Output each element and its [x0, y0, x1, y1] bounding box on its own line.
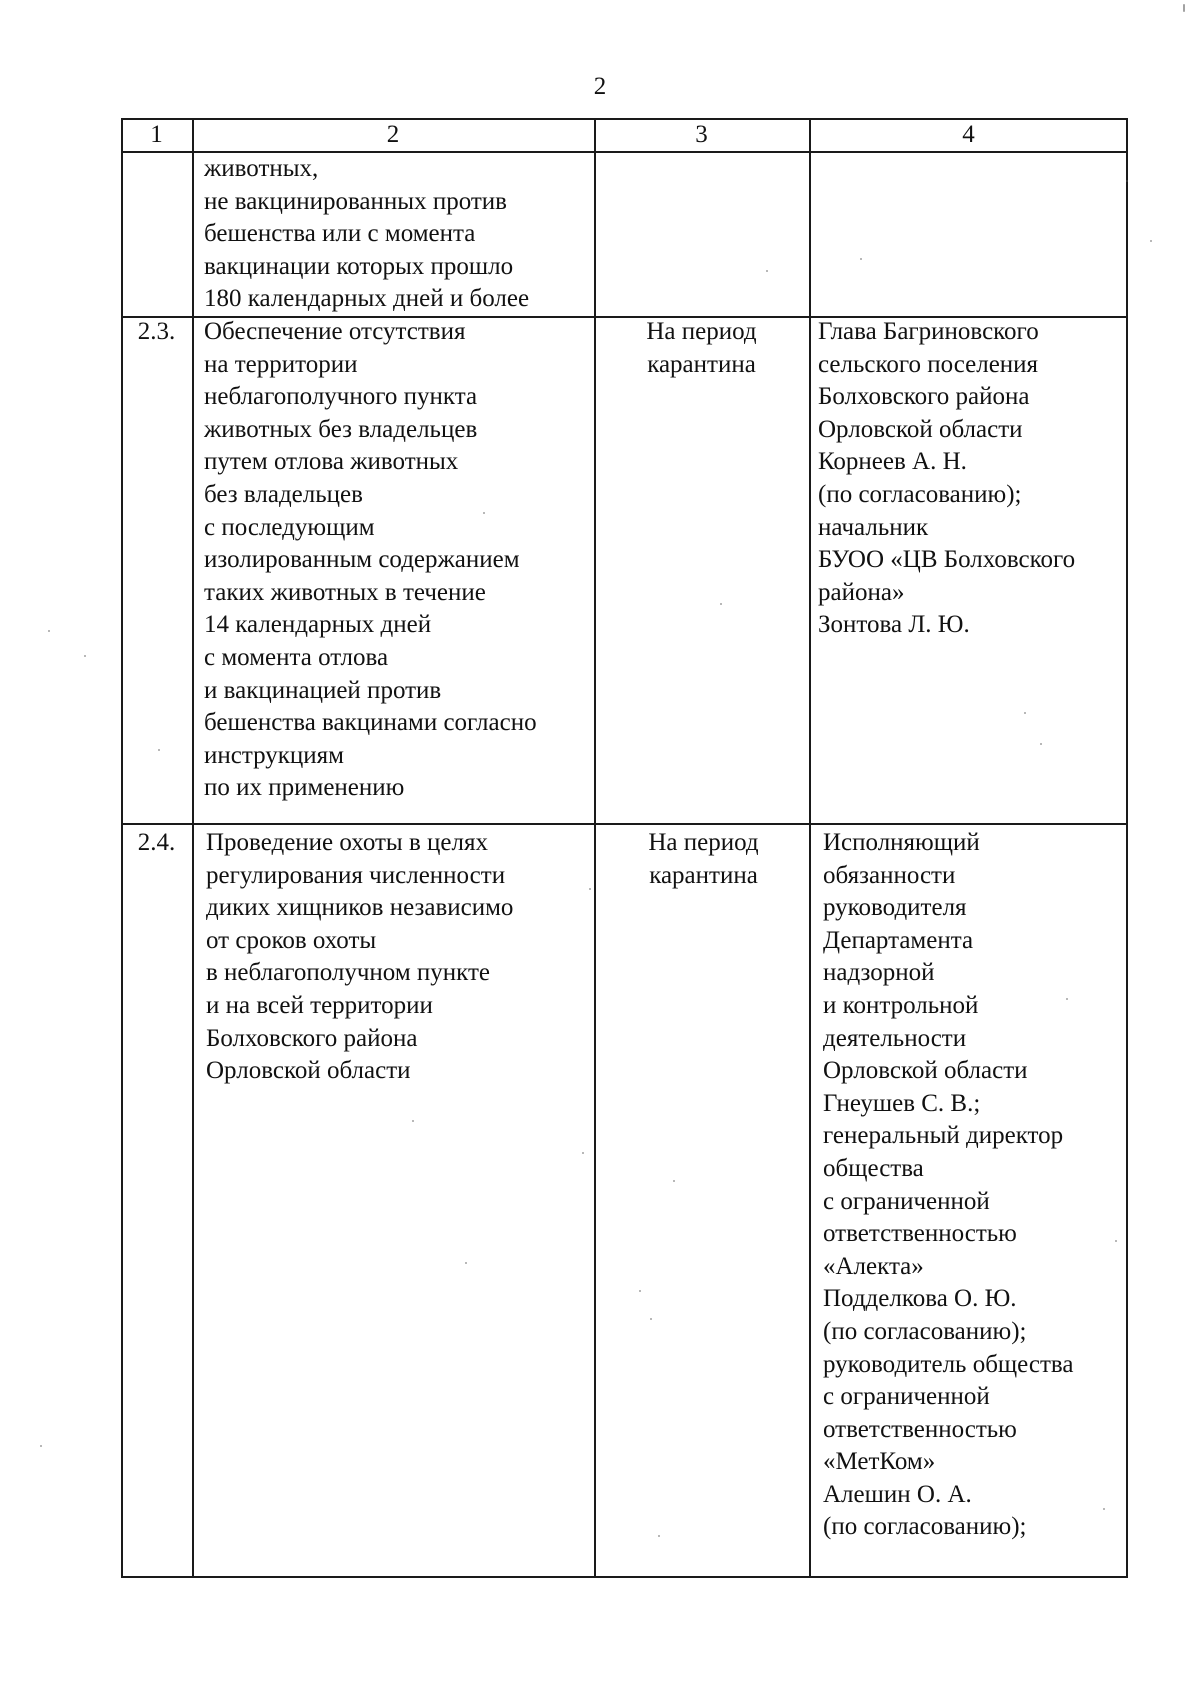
row-2-4-period: На период карантина — [648, 829, 759, 889]
scan-speck — [860, 258, 862, 260]
scan-speck — [40, 1445, 42, 1447]
row-2-4-number: 2.4. — [137, 829, 176, 856]
row-2-3-period: На период карантина — [646, 318, 757, 378]
scan-speck — [766, 270, 768, 272]
row-2-4-responsible: Исполняющий обязанности руководителя Департамента надзорной и контрольной деятельности Орловской области Гнеушев С. В.; генеральный директор общества с ограниченной ответственностью «Алекта» Подделкова О. Ю. (по согласованию); руководитель общества с ограниченной ответственностью «МетКом» Алешин О. А. (по согласованию); — [823, 829, 1074, 1541]
scan-speck — [1183, 4, 1185, 12]
row-continuation-measure: животных, не вакцинированных против бешенства или с момента вакцинации которых прошло 180 календарных дней и более — [204, 155, 530, 313]
scan-speck — [158, 749, 160, 751]
scan-speck — [412, 1120, 414, 1122]
header-col-2: 2 — [386, 121, 400, 148]
scan-speck — [650, 1318, 652, 1320]
scan-speck — [84, 655, 86, 657]
header-col-3: 3 — [695, 121, 708, 148]
row-2-3-measure: Обеспечение отсутствия на территории неблагополучного пункта животных без владельцев путем отлова животных без владельцев с последующим изолированным содержанием таких животных в течение 14 календарных дней с момента отлова и вакцинацией против бешенства вакцинами согласно инструкциям по их применению — [204, 318, 537, 802]
scan-speck — [48, 630, 50, 632]
row-2-3-number: 2.3. — [137, 318, 176, 345]
header-col-1: 1 — [150, 121, 163, 148]
scan-speck — [673, 1180, 675, 1182]
scan-speck — [1126, 180, 1128, 182]
scan-speck — [483, 512, 485, 514]
scan-speck — [1115, 1240, 1117, 1242]
row-divider-2 — [121, 823, 1128, 825]
page-number: 2 — [593, 73, 607, 100]
scan-speck — [465, 1262, 467, 1264]
scan-speck — [1150, 240, 1152, 242]
header-col-4: 4 — [962, 121, 975, 148]
row-2-4-measure: Проведение охоты в целях регулирования численности диких хищников независимо от сроков охоты в неблагополучном пункте и на всей территории Болховского района Орловской области — [206, 829, 514, 1085]
scan-speck — [1024, 712, 1026, 714]
scan-speck — [589, 888, 591, 890]
scan-speck — [639, 1290, 641, 1292]
scan-speck — [720, 603, 722, 605]
scan-speck — [582, 1152, 584, 1154]
row-2-3-responsible: Глава Багриновского сельского поселения Болховского района Орловской области Корнеев А. Н. (по согласованию); начальник БУОО «ЦВ Болховского района» Зонтова Л. Ю. — [818, 318, 1076, 639]
scan-speck — [658, 1535, 660, 1537]
scan-speck — [1066, 998, 1068, 1000]
scan-speck — [1103, 1508, 1105, 1510]
scan-speck — [1040, 743, 1042, 745]
column-divider-1 — [192, 118, 194, 1578]
